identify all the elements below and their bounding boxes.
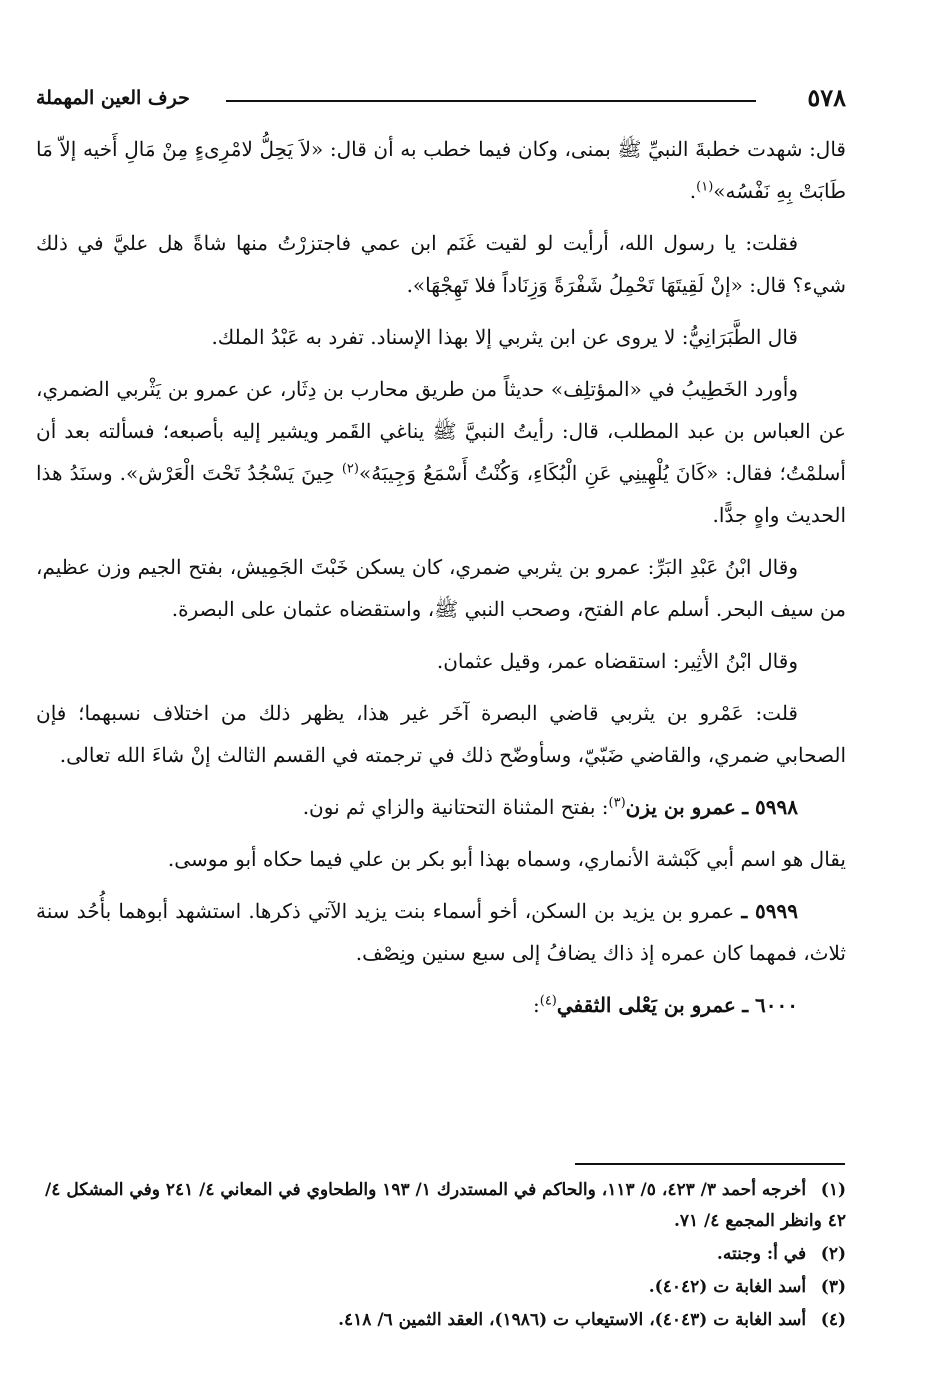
footnote-3 bbox=[36, 1272, 846, 1303]
entry-text: عمرو بن يزيد بن السكن، أخو أسماء بنت يزيد الآتي ذكرها. استشهد أبوهما بأُحُد سنة ثلاث، فمهما كان عمره إذ ذاك يضافُ إلى سبع سنين ونِصْف. bbox=[36, 899, 846, 965]
entry-number: ٥٩٩٩ ـ bbox=[741, 899, 799, 923]
paragraph-question: فقلت: يا رسول الله، أرأيت لو لقيت غَنَم ابن عمي فاجتزرْتُ منها شاةً هل عليَّ في ذلك شيء؟ قال: «إنْ لَقِيتَهَا تَحْمِلُ شَفْرَةً وَزِنَاداً فلا تَهِجْهَا». bbox=[36, 231, 846, 297]
footnote-text: في أ: وجنته. bbox=[716, 1244, 807, 1264]
paragraph-note: قلت: عَمْرو بن يثربي قاضي البصرة آخَر غير هذا، يظهر ذلك من اختلاف نسبهما؛ فإن الصحابي ضمري، والقاضي ضَبّيّ، وسأوضّح ذلك في ترجمته في القسم الثالث إنْ شاءَ الله تعالى. bbox=[36, 701, 846, 767]
footnote-1 bbox=[36, 1175, 846, 1237]
running-title: حرف العين المهملة bbox=[36, 87, 190, 109]
entry-5999 bbox=[36, 890, 846, 974]
paragraph-ibn-abd-al-barr: وقال ابْنُ عَبْدِ البَرِّ: عمرو بن يثربي ضمري، كان يسكن خَبْتَ الجَمِيش، بفتح الجيم وزن عظيم، من سيف البحر. أسلم عام الفتح، وصحب النبي ﷺ، واستقضاه عثمان على البصرة. bbox=[36, 555, 846, 621]
entry-5998 bbox=[36, 786, 846, 828]
paragraph-tabarani: قال الطَّبَرَانِيُّ: لا يروى عن ابن يثربي إلا بهذا الإسناد. تفرد به عَبْدُ الملك. bbox=[211, 325, 798, 349]
paragraph-khatib bbox=[36, 368, 846, 536]
entry-text: : بفتح المثناة التحتانية والزاي ثم نون. bbox=[302, 795, 609, 819]
footnote-number: (٤) bbox=[820, 1310, 846, 1330]
entry-number: ٥٩٩٨ ـ bbox=[742, 795, 798, 819]
footnote-marker: (٢) bbox=[341, 461, 359, 477]
footnote-text: أخرجه أحمد ٣/ ٤٢٣، ٥/ ١١٣، والحاكم في المستدرك ١/ ١٩٣ والطحاوي في المعاني ٤/ ٢٤١ وفي المشكل ٤/ ٤٢ وانظر المجمع ٤/ ٧١. bbox=[45, 1180, 846, 1231]
paragraph-end: . bbox=[689, 179, 697, 203]
footnote-rule bbox=[575, 1163, 845, 1165]
entry-name: عمرو بن يَعْلى الثقفي bbox=[556, 993, 736, 1017]
paragraph-text: قال: شهدت خطبةَ النبيِّ ﷺ بمنى، وكان فيما خطب به أن قال: «لاَ يَحِلُّ لامْرِىءٍ مِنْ مَالِ أَخيه إلاّ مَا طَابَتْ بِهِ نَفْسُه» bbox=[36, 137, 846, 203]
page-header bbox=[36, 80, 846, 116]
entry-name: عمرو بن يزن bbox=[625, 795, 736, 819]
entry-number: ٦٠٠٠ ـ bbox=[742, 993, 798, 1017]
paragraph-hadith bbox=[36, 128, 846, 212]
footnote-2 bbox=[36, 1239, 846, 1270]
page-number: ٥٧٨ bbox=[807, 83, 846, 112]
footnote-marker: (١) bbox=[696, 179, 714, 195]
footnotes bbox=[36, 1175, 846, 1338]
paragraph-text: حِينَ يَسْجُدُ تَحْتَ الْعَرْش». وسنَدُ هذا الحديث واهٍ جدًّا. bbox=[36, 461, 846, 527]
footnote-number: (٣) bbox=[820, 1277, 846, 1297]
footnote-text: أسد الغابة ت (٤٠٤٢). bbox=[648, 1277, 807, 1297]
footnote-4 bbox=[36, 1305, 846, 1336]
footnote-marker: (٣) bbox=[608, 795, 626, 811]
header-rule bbox=[226, 100, 756, 102]
footnote-marker: (٤) bbox=[539, 993, 557, 1009]
footnote-text: أسد الغابة ت (٤٠٤٣)، الاستيعاب ت (١٩٨٦)، العقد الثمين ٦/ ٤١٨. bbox=[338, 1310, 807, 1330]
paragraph-ibn-al-athir: وقال ابْنُ الأثِير: استقضاه عمر، وقيل عثمان. bbox=[436, 649, 798, 673]
entry-end: : bbox=[532, 993, 540, 1017]
paragraph-kabsha: يقال هو اسم أبي كَبْشة الأنماري، وسماه بهذا أبو بكر بن علي فيما حكاه أبو موسى. bbox=[167, 847, 846, 871]
entry-6000 bbox=[36, 984, 846, 1026]
footnote-number: (٢) bbox=[820, 1244, 846, 1264]
footnote-number: (١) bbox=[820, 1180, 846, 1200]
main-text bbox=[36, 128, 846, 1036]
paragraph-text: وأورد الخَطِيبُ في «المؤتلِف» حديثاً من طريق محارب بن دِثَار، عن عمرو بن يَثْربي الضمري، عن العباس بن عبد المطلب، قال: رأيتُ النبيَّ ﷺ يناغي القَمر ويشير إليه بأصبعه؛ فسألته بعد أن أسلمْتُ؛ فقال: «كَانَ يُلْهِينِي عَنِ الْبُكَاءِ، وَكُنْتُ أَسْمَعُ وَجِيبَهُ» bbox=[36, 377, 846, 485]
